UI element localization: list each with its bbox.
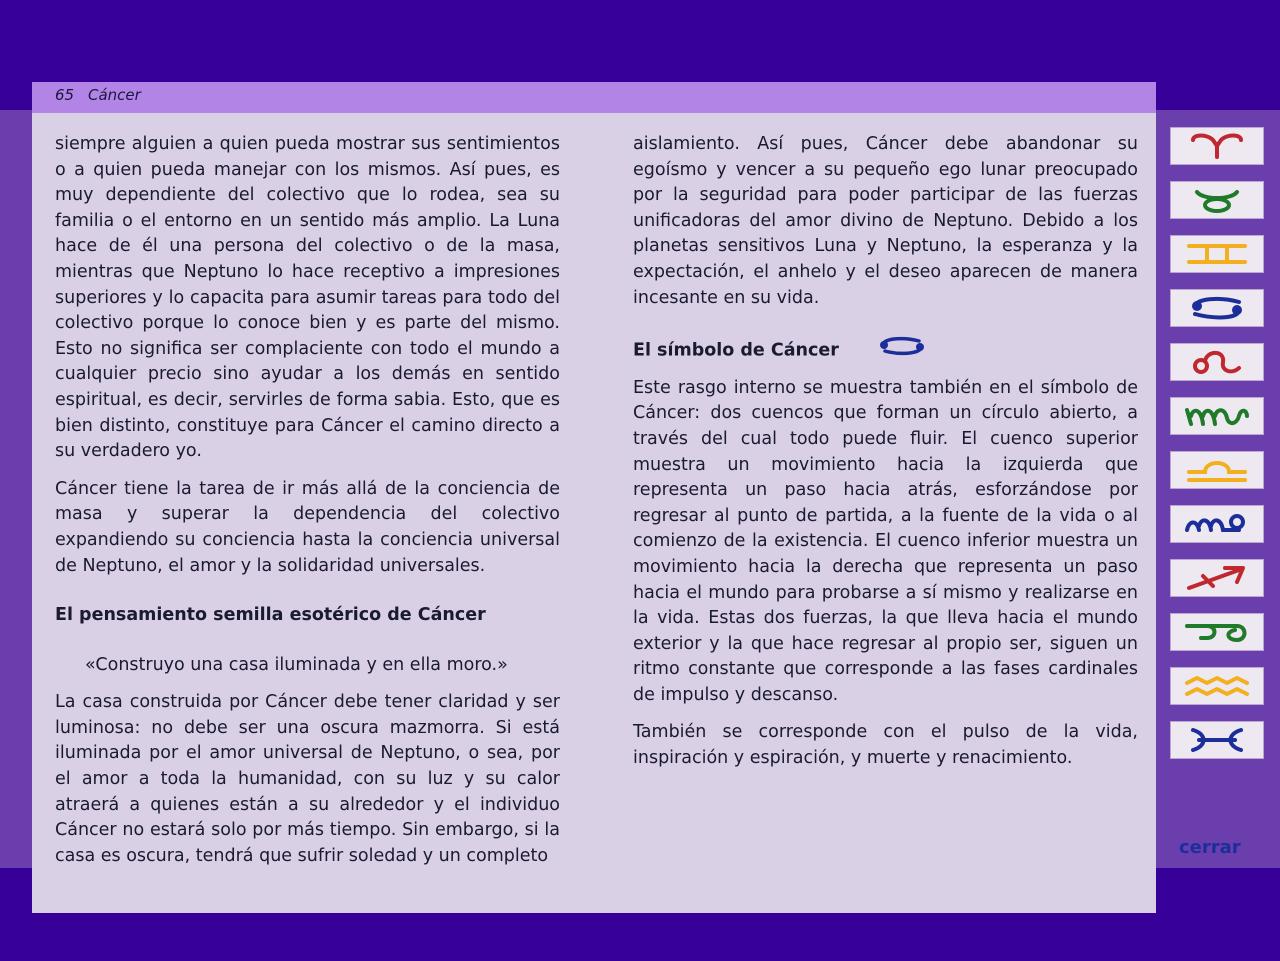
capricorn-icon [1177, 618, 1257, 646]
taurus-icon [1177, 186, 1257, 214]
right-column [633, 132, 1138, 784]
zodiac-button-gemini[interactable] [1170, 235, 1264, 273]
zodiac-button-aquarius[interactable] [1170, 667, 1264, 705]
left-column [55, 132, 560, 881]
pisces-icon [1177, 726, 1257, 754]
seed-thought-quote: «Construyo una casa iluminada y en ella moro.» [85, 654, 508, 675]
zodiac-button-taurus[interactable] [1170, 181, 1264, 219]
zodiac-button-virgo[interactable] [1170, 397, 1264, 435]
paragraph: Este rasgo interno se muestra también en el símbolo de Cáncer: dos cuencos que forman un círculo abierto, a través del cual todo puede fluir. El cuenco superior muestra un movimiento hacia la izquierda que representa un paso hacia atrás, esforzándose por regresar al punto de partida, a la fuente de la vida o al comienzo de la existencia. El cuenco inferior muestra un movimiento hacia la derecha que representa un paso hacia el mundo para probarse a sí mismo y realizarse en la vida. Estas dos fuerzas, la que lleva hacia el mundo exterior y la que hace regresar al propio ser, siguen un ritmo constante que corresponde a las fases cardinales de impulso y descanso. [633, 377, 1138, 705]
zodiac-button-cancer[interactable] [1170, 289, 1264, 327]
section-heading: El pensamiento semilla esotérico de Cáncer [55, 605, 486, 626]
close-button[interactable]: cerrar [1179, 837, 1241, 858]
gemini-icon [1177, 240, 1257, 268]
section-heading-symbol [633, 335, 1138, 366]
page-header [32, 82, 1156, 113]
section-heading-text: El símbolo de Cáncer [633, 340, 839, 361]
zodiac-button-sagittarius[interactable] [1170, 559, 1264, 597]
virgo-icon [1177, 402, 1257, 430]
zodiac-button-aries[interactable] [1170, 127, 1264, 165]
paragraph: siempre alguien a quien pueda mostrar sus sentimientos o a quien pueda manejar con los mismos. Así pues, es muy dependiente del colectivo que lo rodea, sea su familia o el entorno en un sentido más amplio. La Luna hace de él una persona del colectivo o de la masa, mientras que Neptuno lo hace receptivo a impresiones superiores y lo capacita para asumir tareas para todo del colectivo porque lo conoce bien y es parte del mismo. Esto no significa ser complaciente con todo el mundo a cualquier precio sino ayudar a los demás en sentido espiritual, es decir, servirles de forma sabia. Esto, que es bien distinto, constituye para Cáncer el camino directo a su verdadero yo. [55, 134, 560, 462]
zodiac-button-leo[interactable] [1170, 343, 1264, 381]
chapter-title: Cáncer [88, 86, 141, 104]
paragraph: La casa construida por Cáncer debe tener claridad y ser luminosa: no debe ser una oscura mazmorra. Si está iluminada por el amor universal de Neptuno, o sea, por el amor a toda la humanidad, con su luz y su calor atraerá a quienes están a su alrededor y el individuo Cáncer no estará solo por más tiempo. Sin embargo, si la casa es oscura, tendrá que sufrir soledad y un completo [55, 692, 560, 866]
zodiac-navigation [1170, 127, 1266, 775]
book-page [32, 82, 1156, 913]
paragraph: aislamiento. Así pues, Cáncer debe abandonar su egoísmo y vencer a su pequeño ego lunar preocupado por la seguridad para poder participar de las fuerzas unificadoras del amor divino de Neptuno. Debido a los planetas sensitivos Luna y Neptuno, la esperanza y la expectación, el anhelo y el deseo aparecen de manera incesante en su vida. [633, 134, 1138, 308]
zodiac-button-scorpio[interactable] [1170, 505, 1264, 543]
sagittarius-icon [1177, 564, 1257, 592]
paragraph: Cáncer tiene la tarea de ir más allá de la conciencia de masa y superar la dependencia del colectivo expandiendo su conciencia hasta la conciencia universal de Neptuno, el amor y la solidaridad universales. [55, 478, 560, 576]
zodiac-button-capricorn[interactable] [1170, 613, 1264, 651]
libra-icon [1177, 456, 1257, 484]
scorpio-icon [1177, 510, 1257, 538]
page-number: 65 [55, 86, 75, 104]
zodiac-button-libra[interactable] [1170, 451, 1264, 489]
zodiac-button-pisces[interactable] [1170, 721, 1264, 759]
cancer-icon [1177, 294, 1257, 322]
aquarius-icon [1177, 672, 1257, 700]
aries-icon [1177, 132, 1257, 160]
leo-icon [1177, 348, 1257, 376]
cancer-symbol-icon [875, 335, 929, 366]
paragraph: También se corresponde con el pulso de la vida, inspiración y espiración, y muerte y renacimiento. [633, 722, 1138, 769]
